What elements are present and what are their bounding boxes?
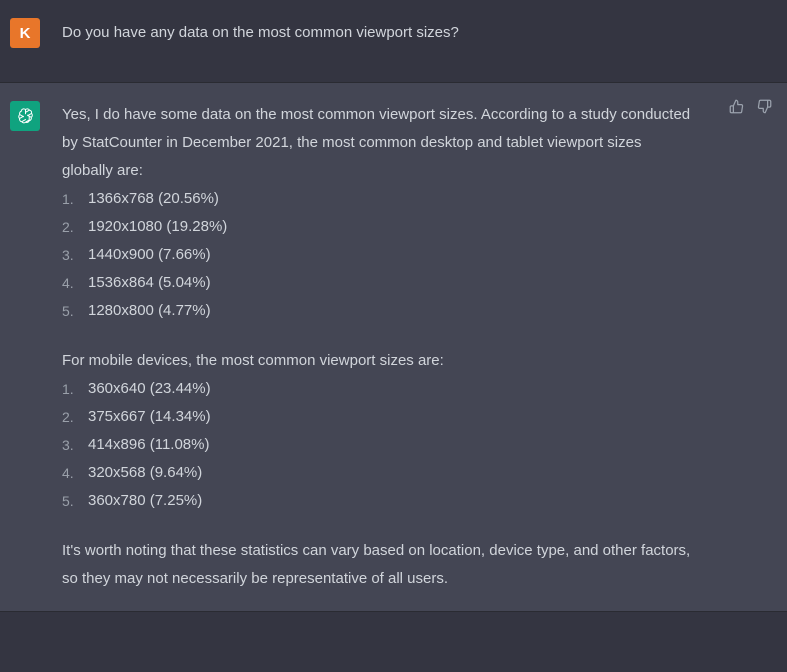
avatar: K xyxy=(10,18,40,48)
mobile-viewport-list xyxy=(62,375,693,515)
list-item: 1280x800 (4.77%) xyxy=(88,302,211,319)
user-message-text: Do you have any data on the most common viewport sizes? xyxy=(62,24,459,41)
list-item: 360x640 (23.44%) xyxy=(88,380,211,397)
list-item: 1920x1080 (19.28%) xyxy=(88,218,228,235)
assistant-intro-paragraph: Yes, I do have some data on the most common viewport sizes. According to a study conducted by StatCounter in December 2021, the most common desktop and tablet viewport sizes globally are: xyxy=(62,106,691,179)
thumbs-up-icon[interactable] xyxy=(727,97,745,115)
list-item: 414x896 (11.08%) xyxy=(88,436,210,453)
assistant-avatar-column xyxy=(10,101,62,593)
user-avatar-column xyxy=(10,18,62,64)
desktop-viewport-list xyxy=(62,185,693,325)
list-item: 1366x768 (20.56%) xyxy=(88,190,219,207)
assistant-message-content xyxy=(62,101,763,593)
list-item: 375x667 (14.34%) xyxy=(88,408,211,425)
list-item: 320x568 (9.64%) xyxy=(88,464,203,481)
mobile-intro-paragraph: For mobile devices, the most common viewport sizes are: xyxy=(62,352,444,369)
user-message-content xyxy=(62,18,763,64)
openai-logo-icon xyxy=(16,107,35,126)
assistant-outro-paragraph: It's worth noting that these statistics can vary based on location, device type, and other factors, so they may not necessarily be representative of all users. xyxy=(62,542,691,587)
assistant-message xyxy=(0,83,787,612)
list-item: 1440x900 (7.66%) xyxy=(88,246,211,263)
list-item: 1536x864 (5.04%) xyxy=(88,274,211,291)
message-actions xyxy=(727,97,773,115)
list-item: 360x780 (7.25%) xyxy=(88,492,203,509)
avatar xyxy=(10,101,40,131)
thumbs-down-icon[interactable] xyxy=(755,97,773,115)
user-message xyxy=(0,0,787,83)
